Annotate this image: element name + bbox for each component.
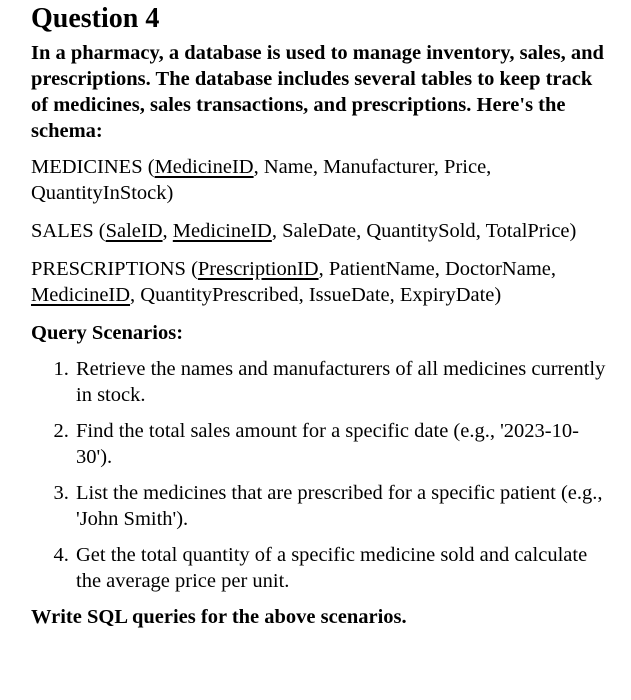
column-price: Price	[444, 156, 487, 178]
schema-prescriptions: PRESCRIPTIONS (PrescriptionID, PatientName, DoctorName, MedicineID, QuantityPrescribed, IssueDate, ExpiryDate)	[31, 258, 556, 306]
scenario-list	[31, 356, 611, 594]
column-quantityprescribed: QuantityPrescribed	[140, 284, 299, 306]
question-intro: In a pharmacy, a database is used to manage inventory, sales, and prescriptions. The database includes several tables to keep track of medicines, sales transactions, and prescriptions. Here's the schema:	[31, 42, 604, 142]
table-name-medicines: MEDICINES	[31, 156, 143, 178]
primary-key-medicineid: MedicineID	[154, 156, 254, 178]
column-patientname: PatientName	[328, 258, 435, 280]
column-name: Name	[263, 156, 313, 178]
scenario-item: 2. Find the total sales amount for a specific date (e.g., '2023-10-30').	[74, 418, 611, 470]
column-manufacturer: Manufacturer	[323, 156, 434, 178]
table-name-sales: SALES	[31, 220, 94, 242]
table-name-prescriptions: PRESCRIPTIONS	[31, 258, 186, 280]
foreign-key-medicineid: MedicineID	[172, 220, 272, 242]
schema-medicines: MEDICINES (MedicineID, Name, Manufacturer, Price, QuantityInStock)	[31, 156, 492, 204]
scenario-item: 3. List the medicines that are prescribed for a specific patient (e.g., 'John Smith').	[74, 480, 611, 532]
primary-key-prescriptionid: PrescriptionID	[197, 258, 319, 280]
primary-key-saleid: SaleID	[105, 220, 163, 242]
closing-instruction: Write SQL queries for the above scenarios.	[31, 606, 407, 628]
column-quantityinstock: QuantityInStock	[31, 182, 167, 204]
foreign-key-medicineid: MedicineID	[31, 284, 131, 306]
column-quantitysold: QuantitySold	[366, 220, 476, 242]
scenario-item: 4. Get the total quantity of a specific medicine sold and calculate the average price per unit.	[74, 542, 611, 594]
question-title: Question 4	[31, 3, 160, 34]
column-expirydate: ExpiryDate	[399, 284, 495, 306]
column-saledate: SaleDate	[282, 220, 357, 242]
column-issuedate: IssueDate	[308, 284, 390, 306]
query-scenarios-heading: Query Scenarios:	[31, 322, 184, 344]
schema-sales: SALES (SaleID, MedicineID, SaleDate, QuantitySold, TotalPrice)	[31, 220, 577, 242]
scenario-item: 1. Retrieve the names and manufacturers of all medicines currently in stock.	[74, 356, 611, 408]
column-doctorname: DoctorName	[444, 258, 551, 280]
column-totalprice: TotalPrice	[485, 220, 570, 242]
